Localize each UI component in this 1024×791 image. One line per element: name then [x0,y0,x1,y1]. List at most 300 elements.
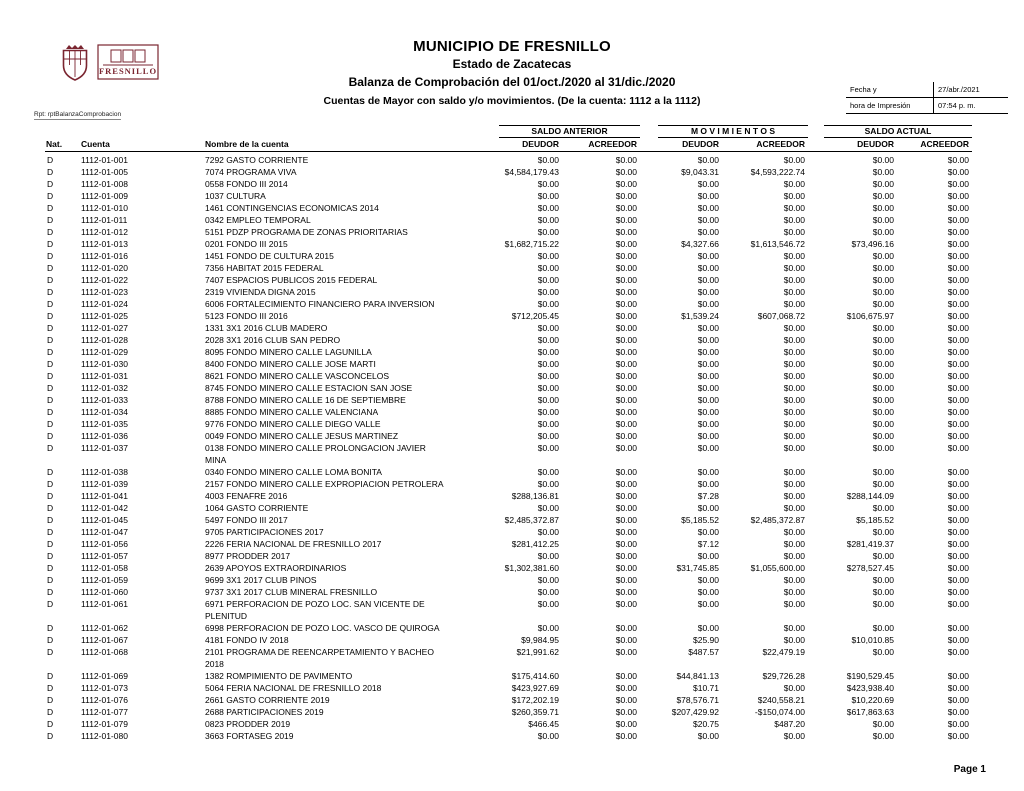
cell-nombre: 1461 CONTINGENCIAS ECONOMICAS 2014 [205,203,379,213]
cell-act-deudor: $0.00 [872,179,894,189]
cell-sa-acreedor: $0.00 [615,551,637,561]
cell-sa-deudor: $423,927.69 [511,683,559,693]
col-header-mov-deudor: DEUDOR [640,138,722,152]
cell-act-acreedor: $0.00 [947,155,970,165]
print-time-label: hora de Impresión [846,98,934,114]
cell-act-acreedor: $0.00 [947,431,970,441]
table-row [45,718,972,730]
cell-sa-deudor: $0.00 [537,407,559,417]
cell-act-deudor: $5,185.52 [856,515,894,525]
cell-mov-acreedor: $0.00 [783,203,805,213]
cell-sa-deudor: $288,136.81 [511,491,559,501]
cell-mov-acreedor: $29,726.28 [762,671,805,681]
cell-sa-deudor: $0.00 [537,275,559,285]
cell-nat: D [47,323,54,333]
cell-sa-acreedor: $0.00 [615,515,637,525]
cell-mov-acreedor: $0.00 [783,623,805,633]
cell-sa-acreedor: $0.00 [615,395,637,405]
cell-sa-deudor: $0.00 [537,431,559,441]
cell-nombre: 0201 FONDO III 2015 [205,239,288,249]
cell-nombre: 5123 FONDO III 2016 [205,311,288,321]
cell-cuenta: 1112-01-020 [81,263,128,273]
cell-sa-acreedor: $0.00 [615,599,637,609]
cell-mov-deudor: $0.00 [697,371,719,381]
cell-sa-deudor: $0.00 [537,251,559,261]
cell-nombre: 1037 CULTURA [205,191,266,201]
table-group-header-row [45,125,972,138]
cell-nat: D [47,191,54,201]
cell-act-deudor: $0.00 [872,719,894,729]
cell-sa-deudor: $0.00 [537,419,559,429]
cell-nombre: 2101 PROGRAMA DE REENCARPETAMIENTO Y BACHEO 2018 [205,647,434,669]
cell-mov-deudor: $0.00 [697,251,719,261]
cell-act-acreedor: $0.00 [947,671,970,681]
cell-act-acreedor: $0.00 [947,359,970,369]
table-row [45,250,972,262]
cell-sa-deudor: $0.00 [537,551,559,561]
col-header-nat: Nat. [45,138,79,152]
cell-nat: D [47,215,54,225]
cell-sa-acreedor: $0.00 [615,347,637,357]
cell-act-deudor: $0.00 [872,395,894,405]
cell-cuenta: 1112-01-045 [81,515,128,525]
table-row [45,694,972,706]
table-row [45,682,972,694]
cell-sa-acreedor: $0.00 [615,527,637,537]
cell-act-deudor: $0.00 [872,155,894,165]
cell-nombre: 2661 GASTO CORRIENTE 2019 [205,695,330,705]
cell-cuenta: 1112-01-032 [81,383,128,393]
cell-nombre: 6971 PERFORACION DE POZO LOC. SAN VICENTE DE PLENITUD [205,599,425,621]
table-row [45,394,972,406]
cell-nombre: 6998 PERFORACION DE POZO LOC. VASCO DE QUIROGA [205,623,440,633]
cell-act-deudor: $0.00 [872,551,894,561]
cell-sa-acreedor: $0.00 [615,251,637,261]
cell-cuenta: 1112-01-031 [81,371,128,381]
cell-act-deudor: $0.00 [872,251,894,261]
cell-act-acreedor: $0.00 [947,599,970,609]
cell-act-acreedor: $0.00 [947,335,970,345]
cell-act-deudor: $0.00 [872,467,894,477]
cell-cuenta: 1112-01-030 [81,359,128,369]
cell-cuenta: 1112-01-010 [81,203,128,213]
table-row [45,346,972,358]
cell-cuenta: 1112-01-057 [81,551,128,561]
cell-act-acreedor: $0.00 [947,587,970,597]
cell-nombre: 8788 FONDO MINERO CALLE 16 DE SEPTIEMBRE [205,395,406,405]
cell-cuenta: 1112-01-039 [81,479,128,489]
cell-sa-acreedor: $0.00 [615,563,637,573]
cell-nat: D [47,647,54,657]
cell-nat: D [47,347,54,357]
cell-act-deudor: $0.00 [872,227,894,237]
cell-mov-deudor: $487.57 [688,647,719,657]
cell-nombre: 1064 GASTO CORRIENTE [205,503,309,513]
cell-cuenta: 1112-01-008 [81,179,128,189]
cell-nombre: 0340 FONDO MINERO CALLE LOMA BONITA [205,467,382,477]
cell-nombre: 9699 3X1 2017 CLUB PINOS [205,575,317,585]
table-row [45,178,972,190]
cell-mov-deudor: $0.00 [697,191,719,201]
cell-mov-deudor: $0.00 [697,527,719,537]
cell-sa-deudor: $2,485,372.87 [504,515,559,525]
cell-mov-acreedor: $0.00 [783,371,805,381]
cell-nat: D [47,695,54,705]
cell-mov-acreedor: -$150,074.00 [754,707,805,717]
cell-mov-acreedor: $0.00 [783,635,805,645]
cell-mov-acreedor: $0.00 [783,347,805,357]
cell-cuenta: 1112-01-005 [81,167,128,177]
cell-cuenta: 1112-01-023 [81,287,128,297]
cell-sa-deudor: $0.00 [537,599,559,609]
cell-act-deudor: $0.00 [872,287,894,297]
cell-act-acreedor: $0.00 [947,515,970,525]
cell-mov-acreedor: $2,485,372.87 [750,515,805,525]
cell-mov-acreedor: $0.00 [783,227,805,237]
table-row [45,442,972,466]
cell-mov-deudor: $0.00 [697,575,719,585]
cell-mov-acreedor: $0.00 [783,491,805,501]
table-row [45,166,972,178]
report-period: Balanza de Comprobación del 01/oct./2020 al 31/dic./2020 [348,75,676,89]
cell-act-deudor: $0.00 [872,167,894,177]
cell-cuenta: 1112-01-012 [81,227,128,237]
cell-mov-deudor: $207,429.92 [671,707,719,717]
cell-sa-acreedor: $0.00 [615,335,637,345]
cell-mov-deudor: $0.00 [697,419,719,429]
cell-sa-deudor: $1,682,715.22 [504,239,559,249]
cell-nat: D [47,719,54,729]
state-subtitle: Estado de Zacatecas [452,57,572,71]
cell-nat: D [47,479,54,489]
cell-cuenta: 1112-01-079 [81,719,128,729]
report-scope: Cuentas de Mayor con saldo y/o movimientos. (De la cuenta: 1112 a la 1112) [323,95,701,107]
cell-mov-acreedor: $0.00 [783,263,805,273]
cell-sa-acreedor: $0.00 [615,239,637,249]
table-row [45,526,972,538]
cell-mov-deudor: $7.12 [697,539,719,549]
cell-nat: D [47,635,54,645]
cell-act-deudor: $0.00 [872,275,894,285]
cell-sa-deudor: $21,991.62 [516,647,559,657]
cell-sa-acreedor: $0.00 [615,587,637,597]
cell-mov-deudor: $0.00 [697,599,719,609]
cell-sa-deudor: $4,584,179.43 [504,167,559,177]
cell-sa-acreedor: $0.00 [615,323,637,333]
cell-sa-deudor: $175,414.60 [511,671,559,681]
cell-nat: D [47,263,54,273]
table-row [45,538,972,550]
cell-sa-acreedor: $0.00 [615,383,637,393]
cell-sa-acreedor: $0.00 [615,359,637,369]
cell-mov-acreedor: $607,068.72 [757,311,805,321]
cell-nombre: 2226 FERIA NACIONAL DE FRESNILLO 2017 [205,539,382,549]
cell-sa-deudor: $466.45 [528,719,559,729]
cell-mov-acreedor: $0.00 [783,443,805,453]
cell-sa-deudor: $260,359.71 [511,707,559,717]
cell-sa-acreedor: $0.00 [615,287,637,297]
cell-act-acreedor: $0.00 [947,503,970,513]
table-row [45,598,972,622]
cell-sa-acreedor: $0.00 [615,419,637,429]
cell-mov-acreedor: $0.00 [783,503,805,513]
cell-sa-acreedor: $0.00 [615,467,637,477]
cell-sa-acreedor: $0.00 [615,647,637,657]
cell-nombre: 7074 PROGRAMA VIVA [205,167,297,177]
cell-nombre: 1382 ROMPIMIENTO DE PAVIMENTO [205,671,353,681]
cell-nombre: 7407 ESPACIOS PUBLICOS 2015 FEDERAL [205,275,378,285]
cell-act-acreedor: $0.00 [947,203,970,213]
cell-sa-acreedor: $0.00 [615,179,637,189]
cell-act-acreedor: $0.00 [947,251,970,261]
table-row [45,286,972,298]
cell-nat: D [47,431,54,441]
cell-act-acreedor: $0.00 [947,371,970,381]
cell-nat: D [47,155,54,165]
cell-mov-deudor: $0.00 [697,503,719,513]
cell-mov-deudor: $0.00 [697,155,719,165]
table-row [45,502,972,514]
cell-cuenta: 1112-01-009 [81,191,128,201]
cell-mov-acreedor: $1,613,546.72 [750,239,805,249]
col-header-cuenta: Cuenta [79,138,199,152]
cell-act-acreedor: $0.00 [947,323,970,333]
cell-sa-deudor: $712,205.45 [511,311,559,321]
cell-sa-acreedor: $0.00 [615,623,637,633]
cell-mov-deudor: $0.00 [697,443,719,453]
table-row [45,334,972,346]
group-header-movimientos: M O V I M I E N T O S [658,125,808,138]
table-row [45,202,972,214]
cell-sa-acreedor: $0.00 [615,683,637,693]
cell-sa-acreedor: $0.00 [615,155,637,165]
cell-cuenta: 1112-01-001 [81,155,128,165]
cell-nombre: 2028 3X1 2016 CLUB SAN PEDRO [205,335,341,345]
cell-mov-acreedor: $0.00 [783,191,805,201]
cell-sa-deudor: $0.00 [537,191,559,201]
cell-nat: D [47,179,54,189]
cell-mov-deudor: $0.00 [697,179,719,189]
cell-act-deudor: $423,938.40 [846,683,894,693]
cell-act-acreedor: $0.00 [947,383,970,393]
cell-act-deudor: $0.00 [872,407,894,417]
print-date-label: Fecha y [846,82,934,98]
cell-cuenta: 1112-01-047 [81,527,128,537]
cell-act-deudor: $190,529.45 [846,671,894,681]
cell-mov-acreedor: $0.00 [783,383,805,393]
cell-sa-acreedor: $0.00 [615,431,637,441]
report-id-label: Rpt: rptBalanzaComprobacion [34,111,122,118]
cell-act-acreedor: $0.00 [947,239,970,249]
cell-sa-acreedor: $0.00 [615,491,637,501]
cell-cuenta: 1112-01-068 [81,647,128,657]
table-row [45,646,972,670]
cell-nombre: 4181 FONDO IV 2018 [205,635,289,645]
cell-sa-acreedor: $0.00 [615,227,637,237]
cell-mov-acreedor: $0.00 [783,551,805,561]
cell-act-deudor: $106,675.97 [846,311,894,321]
table-row [45,274,972,286]
cell-sa-deudor: $0.00 [537,299,559,309]
cell-cuenta: 1112-01-077 [81,707,128,717]
cell-act-acreedor: $0.00 [947,623,970,633]
cell-nombre: 5064 FERIA NACIONAL DE FRESNILLO 2018 [205,683,382,693]
cell-cuenta: 1112-01-061 [81,599,128,609]
cell-nombre: 2319 VIVIENDA DIGNA 2015 [205,287,316,297]
cell-act-acreedor: $0.00 [947,179,970,189]
cell-cuenta: 1112-01-073 [81,683,128,693]
cell-cuenta: 1112-01-038 [81,467,128,477]
table-row [45,562,972,574]
cell-cuenta: 1112-01-025 [81,311,128,321]
cell-act-acreedor: $0.00 [947,407,970,417]
cell-act-acreedor: $0.00 [947,347,970,357]
cell-act-deudor: $278,527.45 [846,563,894,573]
cell-mov-deudor: $0.00 [697,467,719,477]
cell-nat: D [47,623,54,633]
cell-sa-deudor: $0.00 [537,263,559,273]
cell-mov-acreedor: $0.00 [783,731,805,741]
cell-act-deudor: $0.00 [872,335,894,345]
col-header-sa-acreedor: ACREEDOR [562,138,640,152]
cell-nat: D [47,395,54,405]
svg-text:FRESNILLO: FRESNILLO [98,66,158,76]
cell-mov-acreedor: $0.00 [783,335,805,345]
cell-cuenta: 1112-01-016 [81,251,128,261]
cell-nat: D [47,443,54,453]
cell-cuenta: 1112-01-028 [81,335,128,345]
cell-mov-acreedor: $0.00 [783,299,805,309]
cell-mov-deudor: $7.28 [697,491,719,501]
cell-sa-deudor: $0.00 [537,179,559,189]
cell-act-deudor: $281,419.37 [846,539,894,549]
cell-nat: D [47,599,54,609]
cell-mov-deudor: $10.71 [693,683,719,693]
cell-nombre: 9737 3X1 2017 CLUB MINERAL FRESNILLO [205,587,378,597]
table-row [45,670,972,682]
cell-mov-acreedor: $22,479.19 [762,647,805,657]
cell-act-deudor: $0.00 [872,299,894,309]
cell-nat: D [47,491,54,501]
cell-nombre: 0558 FONDO III 2014 [205,179,288,189]
cell-sa-deudor: $0.00 [537,527,559,537]
cell-mov-deudor: $0.00 [697,731,719,741]
cell-act-acreedor: $0.00 [947,707,970,717]
cell-act-deudor: $0.00 [872,647,894,657]
cell-sa-acreedor: $0.00 [615,539,637,549]
table-row [45,382,972,394]
cell-mov-deudor: $0.00 [697,335,719,345]
cell-nat: D [47,563,54,573]
cell-sa-acreedor: $0.00 [615,575,637,585]
cell-nombre: 8095 FONDO MINERO CALLE LAGUNILLA [205,347,372,357]
print-time-value: 07:54 p. m. [934,98,1008,114]
group-header-saldo-anterior: SALDO ANTERIOR [499,125,640,138]
cell-sa-deudor: $0.00 [537,731,559,741]
cell-act-acreedor: $0.00 [947,551,970,561]
cell-nat: D [47,359,54,369]
cell-mov-deudor: $0.00 [697,395,719,405]
cell-act-deudor: $10,010.85 [851,635,894,645]
table-row [45,226,972,238]
table-row [45,514,972,526]
cell-act-acreedor: $0.00 [947,191,970,201]
table-row [45,358,972,370]
cell-sa-deudor: $0.00 [537,503,559,513]
cell-nombre: 4003 FENAFRE 2016 [205,491,288,501]
cell-nombre: 5497 FONDO III 2017 [205,515,288,525]
table-row [45,418,972,430]
cell-mov-deudor: $0.00 [697,323,719,333]
cell-mov-acreedor: $0.00 [783,179,805,189]
cell-sa-deudor: $9,984.95 [521,635,559,645]
cell-nat: D [47,575,54,585]
cell-act-acreedor: $0.00 [947,539,970,549]
group-header-saldo-actual: SALDO ACTUAL [824,125,972,138]
cell-act-acreedor: $0.00 [947,395,970,405]
cell-act-acreedor: $0.00 [947,695,970,705]
cell-cuenta: 1112-01-037 [81,443,128,453]
cell-mov-acreedor: $0.00 [783,155,805,165]
cell-cuenta: 1112-01-076 [81,695,128,705]
cell-sa-deudor: $0.00 [537,287,559,297]
cell-sa-acreedor: $0.00 [615,503,637,513]
cell-sa-acreedor: $0.00 [615,275,637,285]
cell-mov-deudor: $4,327.66 [681,239,719,249]
cell-act-acreedor: $0.00 [947,731,970,741]
cell-mov-deudor: $20.75 [693,719,719,729]
cell-mov-deudor: $31,745.85 [676,563,719,573]
cell-mov-acreedor: $0.00 [783,599,805,609]
cell-mov-acreedor: $487.20 [774,719,805,729]
cell-sa-deudor: $0.00 [537,395,559,405]
cell-nat: D [47,287,54,297]
cell-sa-deudor: $0.00 [537,155,559,165]
col-header-nombre: Nombre de la cuenta [199,138,451,152]
cell-nat: D [47,419,54,429]
cell-mov-deudor: $0.00 [697,287,719,297]
cell-act-acreedor: $0.00 [947,467,970,477]
cell-sa-deudor: $0.00 [537,443,559,453]
cell-cuenta: 1112-01-041 [81,491,128,501]
cell-mov-acreedor: $0.00 [783,407,805,417]
cell-nombre: 2639 APOYOS EXTRAORDINARIOS [205,563,347,573]
cell-mov-deudor: $0.00 [697,227,719,237]
cell-mov-acreedor: $0.00 [783,251,805,261]
cell-mov-deudor: $0.00 [697,623,719,633]
cell-act-deudor: $0.00 [872,383,894,393]
cell-nombre: 0823 PRODDER 2019 [205,719,291,729]
cell-act-acreedor: $0.00 [947,287,970,297]
cell-act-deudor: $0.00 [872,527,894,537]
cell-mov-deudor: $25.90 [693,635,719,645]
cell-nat: D [47,299,54,309]
cell-mov-deudor: $5,185.52 [681,515,719,525]
cell-sa-deudor: $0.00 [537,323,559,333]
table-row [45,490,972,502]
cell-mov-deudor: $0.00 [697,383,719,393]
cell-act-deudor: $73,496.16 [851,239,894,249]
cell-act-acreedor: $0.00 [947,227,970,237]
cell-act-acreedor: $0.00 [947,443,970,453]
cell-nat: D [47,527,54,537]
cell-act-deudor: $0.00 [872,419,894,429]
cell-cuenta: 1112-01-022 [81,275,128,285]
cell-mov-deudor: $1,539.24 [681,311,719,321]
table-row [45,406,972,418]
table-row [45,622,972,634]
cell-act-deudor: $0.00 [872,371,894,381]
